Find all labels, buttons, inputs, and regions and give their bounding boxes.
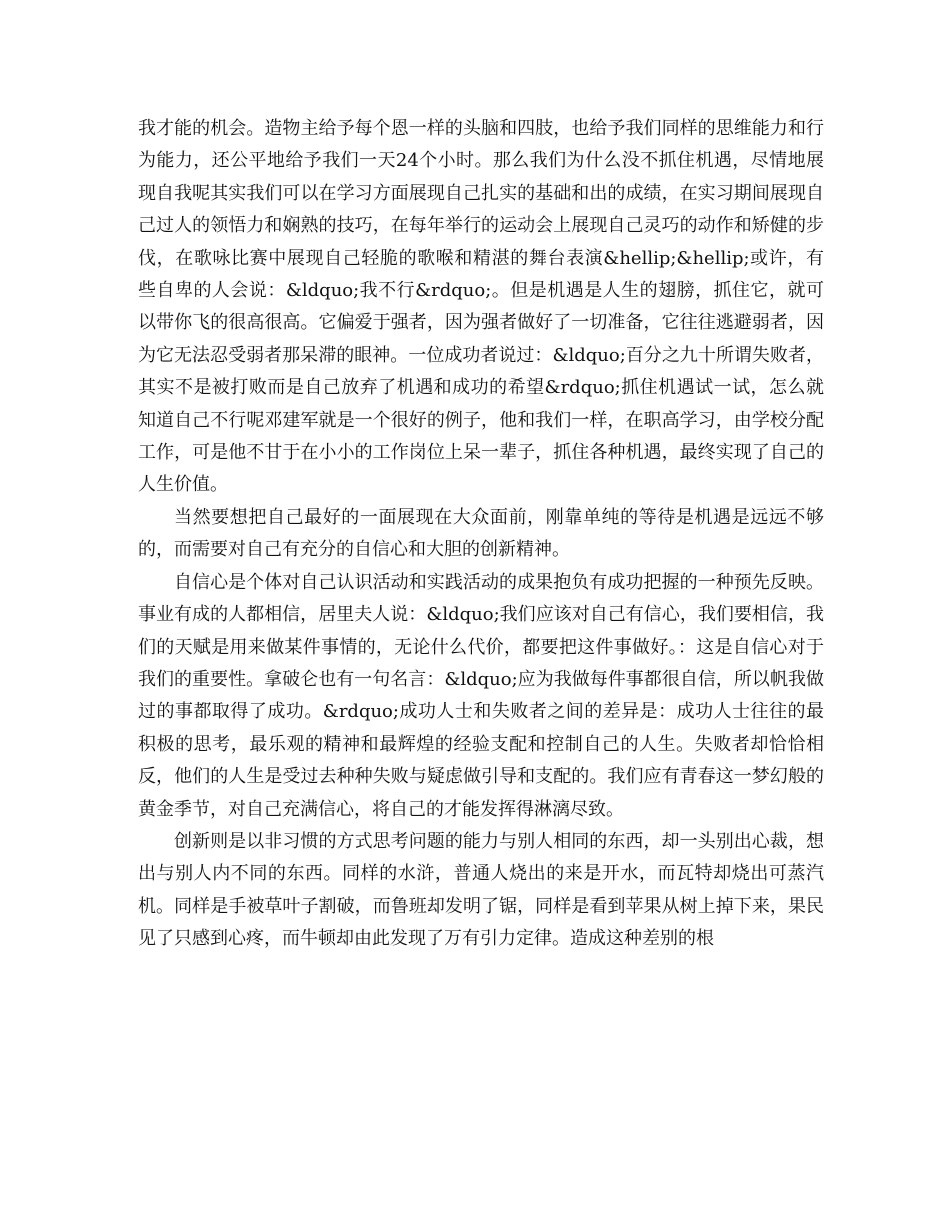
paragraph-continuation: 我才能的机会。造物主给予每个恩一样的头脑和四肢，也给予我们同样的思维能力和行为能力，还公平地给予我们一天24个小时。那么我们为什么没不抓住机遇，尽情地展现自我呢其实我们可以在学习方面展现自己扎实的基础和出的成绩，在实习期间展现自己过人的领悟力和娴熟的技巧，在每年举行的运动会上展现自己灵巧的动作和矫健的步伐，在歌咏比赛中展现自己轻脆的歌喉和精湛的舞台表演&hellip;&hellip;或许，有些自卑的人会说：&ldquo;我不行&rdquo;。但是机遇是人生的翅膀，抓住它，就可以带你飞的很高很高。它偏爱于强者，因为强者做好了一切准备，它往往逃避弱者，因为它无法忍受弱者那呆滞的眼神。一位成功者说过：&ldquo;百分之九十所谓失败者，其实不是被打败而是自己放弃了机遇和成功的希望&rdquo;抓住机遇试一试，怎么就知道自己不行呢邓建军就是一个很好的例子，他和我们一样，在职高学习，由学校分配工作，可是他不甘于在小小的工作岗位上呆一辈子，抓住各种机遇，最终实现了自己的人生价值。 — [138, 118, 824, 496]
paragraph-innovation: 创新则是以非习惯的方式思考问题的能力与别人相同的东西，却一头别出心裁，想出与别人内不同的东西。同样的水浒，普通人烧出的来是开水，而瓦特却烧出可蒸汽机。同样是手被草叶子割破，而鲁班却发明了锯，同样是看到苹果从树上掉下来，果民见了只感到心疼，而牛顿却由此发现了万有引力定律。造成这种差别的根 — [138, 830, 824, 950]
paragraph-self-confidence: 自信心是个体对自己认识活动和实践活动的成果抱负有成功把握的一种预先反映。事业有成的人都相信，居里夫人说：&ldquo;我们应该对自己有信心，我们要相信，我们的天赋是用来做某件事情的，无论什么代价，都要把这件事做好。：这是自信心对于我们的重要性。拿破仑也有一句名言：&ldquo;应为我做每件事都很自信，所以帆我做过的事都取得了成功。&rdquo;成功人士和失败者之间的差异是：成功人士往往的最积极的思考，最乐观的精神和最辉煌的经验支配和控制自己的人生。失败者却恰恰相反，他们的人生是受过去种种失败与疑虑做引导和支配的。我们应有青春这一梦幻般的黄金季节，对自己充满信心，将自己的才能发挥得淋漓尽致。 — [138, 571, 824, 820]
document-body — [138, 113, 824, 956]
paragraph-confidence-intro: 当然要想把自己最好的一面展现在大众面前，刚靠单纯的等待是机遇是远远不够的，而需要对自己有充分的自信心和大胆的创新精神。 — [138, 506, 824, 561]
